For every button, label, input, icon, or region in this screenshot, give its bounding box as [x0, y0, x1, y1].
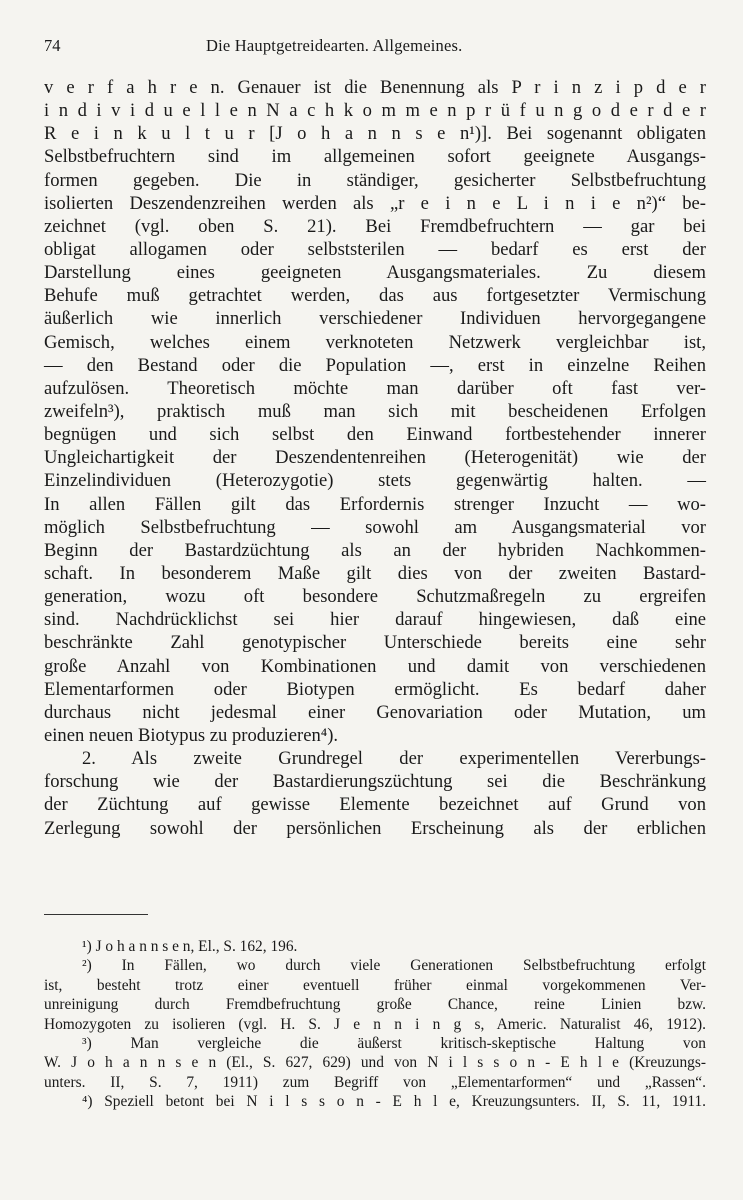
text-line: große Anzahl von Kombinationen und damit von verschiedenen: [44, 655, 706, 677]
footnotes: [44, 937, 706, 1112]
text-line: beschränkte Zahl genotypischer Unterschiede bereits eine sehr: [44, 632, 706, 654]
footnote-line: ist, besteht trotz einer eventuell früher einmal vorgekommenen Ver-: [44, 976, 706, 994]
footnote-line: ⁴) Speziell betont bei N i l s s o n - E h l e, Kreuzungsunters. II, S. 11, 1911.: [82, 1093, 706, 1111]
text-line: i n d i v i d u e l l e n N a c h k o m m e n p r ü f u n g o d e r d e r: [44, 100, 706, 122]
text-line: Zerlegung sowohl der persönlichen Erscheinung als der erblichen: [44, 817, 706, 839]
footnote-line: ³) Man vergleiche die äußerst kritisch-skeptische Haltung von: [82, 1034, 706, 1052]
text-line: — den Bestand oder die Population —, erst in einzelne Reihen: [44, 354, 706, 376]
text-line: aufzulösen. Theoretisch möchte man darüber oft fast ver-: [44, 377, 706, 399]
text-line: sind. Nachdrücklichst sei hier darauf hingewiesen, daß eine: [44, 609, 706, 631]
text-line: durchaus nicht jedesmal einer Genovariation oder Mutation, um: [44, 701, 706, 723]
page-number: 74: [44, 36, 61, 55]
body-text: [44, 76, 706, 840]
text-line: schaft. In besonderem Maße gilt dies von der zweiten Bastard-: [44, 562, 706, 584]
text-line: begnügen und sich selbst den Einwand fortbestehender innerer: [44, 424, 706, 446]
text-line: einen neuen Biotypus zu produzieren⁴).: [44, 724, 339, 746]
text-line: zweifeln³), praktisch muß man sich mit bescheidenen Erfolgen: [44, 400, 706, 422]
text-line: forschung wie der Bastardierungszüchtung sei die Beschränkung: [44, 771, 706, 793]
text-line: formen gegeben. Die in ständiger, gesicherter Selbstbefruchtung: [44, 169, 706, 191]
running-title: Die Hauptgetreidearten. Allgemeines.: [206, 36, 463, 55]
text-line: Beginn der Bastardzüchtung als an der hybriden Nachkommen-: [44, 539, 706, 561]
footnote-line: ¹) J o h a n n s e n, El., S. 162, 196.: [82, 938, 298, 955]
footnote-divider: [44, 914, 148, 915]
text-line: möglich Selbstbefruchtung — sowohl am Ausgangsmaterial vor: [44, 516, 706, 538]
text-line: Darstellung eines geeigneten Ausgangsmateriales. Zu diesem: [44, 262, 706, 284]
text-line: Selbstbefruchtern sind im allgemeinen sofort geeignete Ausgangs-: [44, 146, 706, 168]
text-line: v e r f a h r e n. Genauer ist die Benennung als P r i n z i p d e r: [44, 77, 706, 98]
text-line: Einzelindividuen (Heterozygotie) stets gegenwärtig halten. —: [44, 470, 706, 492]
text-line: generation, wozu oft besondere Schutzmaßregeln zu ergreifen: [44, 586, 706, 608]
footnote-line: unters. II, S. 7, 1911) zum Begriff von „Elementarformen“ und „Rassen“.: [44, 1073, 706, 1091]
page-header: [44, 36, 704, 60]
text-line: zeichnet (vgl. oben S. 21). Bei Fremdbefruchtern — gar bei: [44, 215, 706, 237]
footnote-line: ²) In Fällen, wo durch viele Generationen Selbstbefruchtung erfolgt: [82, 957, 706, 975]
footnote-line: unreinigung durch Fremdbefruchtung große Chance, reine Linien bzw.: [44, 996, 706, 1014]
text-line: Behufe muß getrachtet werden, das aus fortgesetzter Vermischung: [44, 285, 706, 307]
text-line: In allen Fällen gilt das Erfordernis strenger Inzucht — wo-: [44, 493, 706, 515]
text-line: Elementarformen oder Biotypen ermöglicht. Es bedarf daher: [44, 678, 706, 700]
text-line: der Züchtung auf gewisse Elemente bezeichnet auf Grund von: [44, 794, 706, 816]
text-line: isolierten Deszendenzreihen werden als „r e i n e L i n i e n²)“ be-: [44, 192, 706, 214]
text-line: Ungleichartigkeit der Deszendentenreihen (Heterogenität) wie der: [44, 447, 706, 469]
text-line: obligat allogamen oder selbststerilen — bedarf es erst der: [44, 238, 706, 260]
text-line: R e i n k u l t u r [J o h a n n s e n¹)]. Bei sogenannt obligaten: [44, 123, 706, 145]
footnote-line: W. J o h a n n s e n (El., S. 627, 629) und von N i l s s o n - E h l e (Kreuzungs-: [44, 1054, 706, 1072]
text-line: 2. Als zweite Grundregel der experimentellen Vererbungs-: [82, 748, 706, 770]
footnote-line: Homozygoten zu isolieren (vgl. H. S. J e n n i n g s, Americ. Naturalist 46, 1912).: [44, 1015, 706, 1033]
text-line: Gemisch, welches einem verknoteten Netzwerk vergleichbar ist,: [44, 331, 706, 353]
text-line: äußerlich wie innerlich verschiedener Individuen hervorgegangene: [44, 308, 706, 330]
